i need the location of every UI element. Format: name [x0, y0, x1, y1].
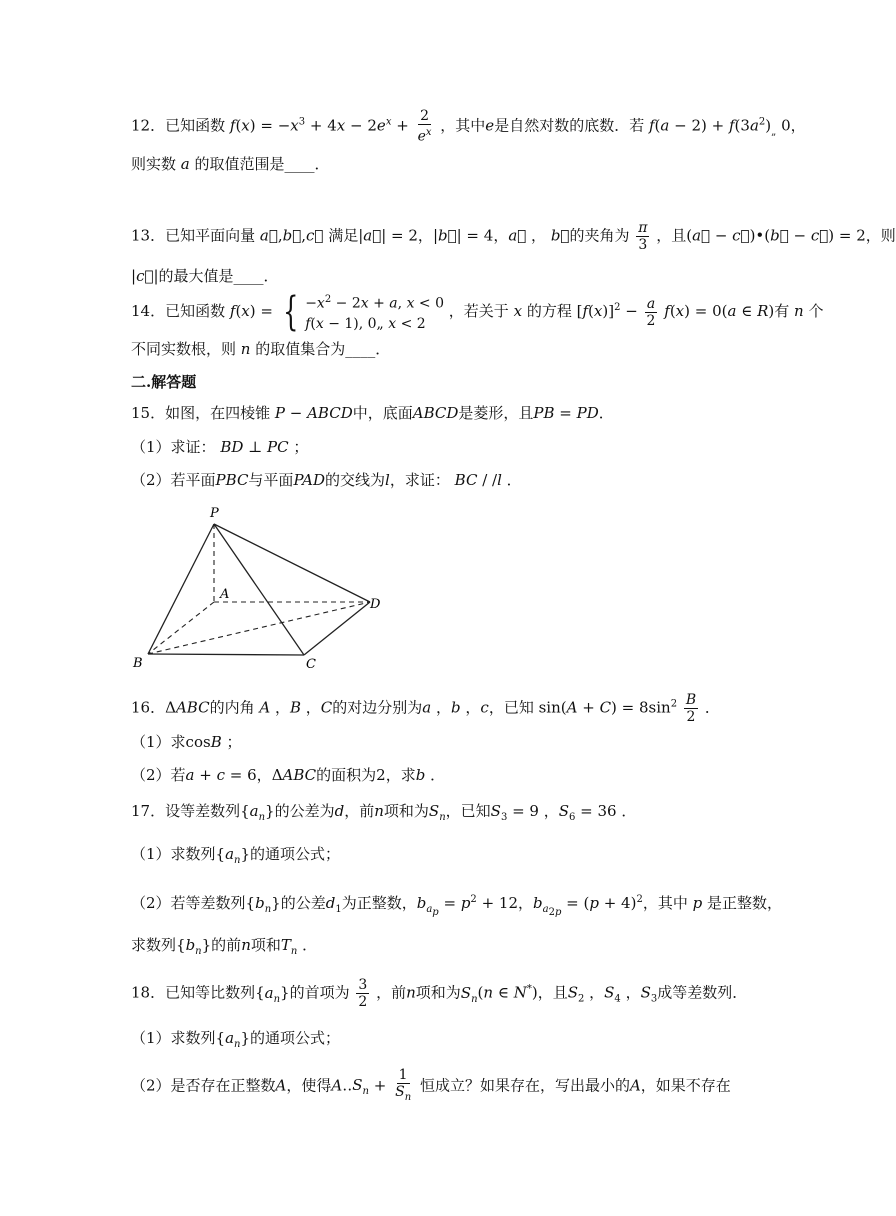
q14-piecewise: { $-x^2 - 2x + a$, x < 0 f(x − 1), 0„ x < 2: [282, 289, 445, 335]
q17-text-n: 的前: [211, 936, 242, 954]
q16-part2: （2）若a + c = 6，ΔABC的面积为2，求b ．: [131, 766, 446, 784]
q18-text-a: 18．已知等比数列: [131, 983, 256, 1002]
q13-line1: 13．已知平面向量 a⃗,b⃗,c⃗ 满足|a⃗| = 2，|b⃗| = 4，a⃗ ， b⃗的夹角为 $\frac{\pi}{3}$ ，且(a⃗ − c⃗)•(b⃗ − c⃗) = 2，则: [131, 220, 896, 253]
q18-text-j: ，使得: [286, 1076, 332, 1095]
q12-fraction: $\frac{2}{e^x}$: [417, 108, 432, 145]
q13-text-b: 满足: [328, 226, 359, 245]
q17-text-c: ，前: [344, 802, 375, 820]
edge-AB: [148, 602, 214, 654]
edge-PD: [214, 524, 370, 602]
q15-text-d: （1）求证：: [131, 438, 216, 456]
q15-text-h: ，求证：: [389, 471, 450, 489]
q13-text-c: ，: [417, 226, 433, 245]
q15-part1: （1）求证： BD ⊥ PC ；: [131, 438, 309, 456]
q14-line1: 14．已知函数 f(x) = { $-x^2 - 2x + a$, x < 0 f(x − 1), 0„ x < 2 ，若关于 x 的方程 $[f(x)]^2$ − $\frac{a}{2}$ f(x) = 0(a ∈ R)有 n 个: [131, 289, 824, 335]
label-D: D: [370, 597, 381, 612]
q13-text-g: ，则: [865, 226, 896, 245]
q14-fraction: $\frac{a}{2}$: [646, 295, 656, 329]
q18-text-d: 项和为: [415, 983, 461, 1002]
q18-text-h: 的通项公式；: [250, 1029, 341, 1047]
label-P: P: [210, 506, 219, 521]
q13-text-a: 13．已知平面向量: [131, 226, 256, 245]
q15-text-b: 中，底面: [352, 404, 413, 422]
q16-text-h: 的面积为2，求: [316, 766, 416, 784]
q15-text-a: 15．如图，在四棱锥: [131, 404, 271, 422]
q12-text-c: 是自然对数的底数．若: [494, 116, 645, 135]
q13-line2: |c⃗|的最大值是____．: [131, 267, 279, 285]
q15-part2: （2）若平面PBC与平面PAD的交线为l，求证： BC / /l ．: [131, 471, 522, 489]
q18-text-g: （1）求数列: [131, 1029, 216, 1047]
q15-text-f: 与平面: [248, 471, 294, 489]
q17-text-d: 项和为: [383, 802, 429, 820]
q18-text-l: ，如果不存在: [640, 1076, 731, 1095]
q17-text-a: 17．设等差数列: [131, 802, 241, 820]
q18-text-e: ，且: [537, 983, 568, 1002]
q17-text-f: （1）求数列: [131, 845, 216, 863]
q17-text-g: 的通项公式；: [250, 845, 341, 863]
q15-text-c: 是菱形，且: [458, 404, 534, 422]
q14-text-f: 不同实数根，则: [131, 340, 237, 358]
q12-line2: 则实数 a 的取值范围是____．: [131, 155, 330, 173]
q17-text-k: ，其中: [642, 894, 688, 912]
edge-CD: [304, 602, 370, 655]
q15-text-e: （2）若平面: [131, 471, 216, 489]
q18-fraction: $\frac{3}{2}$: [358, 977, 368, 1010]
q14-text-d: 有: [774, 302, 790, 320]
q18-line1: 18．已知等比数列$\{a_n\}$的首项为 $\frac{3}{2}$ ，前n项和为$S_n(n$ ∈ N*)，且$S_2$ ，$S_4$ ，$S_3$成等差数列．: [131, 977, 748, 1010]
q17-text-j: 为正整数，: [341, 894, 417, 912]
q18-part1: （1）求数列$\{a_n\}$的通项公式；: [131, 1029, 341, 1050]
q16-text-b: 的内角: [209, 698, 255, 717]
q17-text-l: 是正整数，: [706, 894, 782, 912]
q17-text-i: 的公差: [280, 894, 326, 912]
section-heading: 二.解答题: [131, 373, 197, 391]
q14-text-b: ，若关于: [448, 302, 509, 320]
pyramid-diagram: [130, 502, 390, 672]
q13-text-e: 的夹角为: [569, 226, 630, 245]
q16-text-g: ，: [256, 766, 272, 784]
q12-formula: f: [229, 116, 236, 135]
q16-line1: 16．ΔABC的内角 A ，B ，C的对边分别为a ，b ，c，已知 $\sin(A + C) = 8\sin^2$ $\frac{B}{2}$ ．: [131, 692, 720, 725]
q13-text-f: ，且: [656, 226, 687, 245]
q13-text-d: ，: [493, 226, 509, 245]
q17-part1: （1）求数列$\{a_n\}$的通项公式；: [131, 845, 341, 866]
q17-text-m: 求数列: [131, 936, 177, 954]
q16-text-d: ，已知: [488, 698, 534, 717]
q14-text-g: 的取值集合为____．: [255, 340, 391, 358]
q12-text-d: 则实数: [131, 155, 177, 173]
q18-text-i: （2）是否存在正整数: [131, 1076, 276, 1095]
q12-line1: 12．已知函数 $f(x) = -x^3 + 4x - 2e^x$ + $\frac{2}{e^x}$ ，其中e是自然对数的底数．若 $f(a - 2) + f(3a^2)_„$ 0，: [131, 108, 806, 145]
q18-text-f: 成等差数列．: [657, 983, 748, 1002]
q13-fraction: $\frac{\pi}{3}$: [638, 220, 648, 253]
q14-text-e: 个: [808, 302, 824, 320]
q16-part1: （1）求cosB ；: [131, 733, 242, 751]
q17-text-h: （2）若等差数列: [131, 894, 246, 912]
q16-text-a: 16．: [131, 698, 166, 717]
q18-fraction-2: $\frac{1}{S_n}$: [395, 1067, 412, 1103]
q16-text-c: 的对边分别为: [332, 698, 423, 717]
q18-text-k: 恒成立？如果存在，写出最小的: [419, 1076, 630, 1095]
label-A: A: [220, 587, 230, 602]
q18-text-b: 的首项为: [289, 983, 350, 1002]
q14-text-c: 的方程: [526, 302, 572, 320]
q16-text-f: （2）若: [131, 766, 186, 784]
q17-text-o: 项和: [250, 936, 281, 954]
q14-line2: 不同实数根，则 n 的取值集合为____．: [131, 340, 391, 358]
label-B: B: [133, 656, 143, 671]
q15-line1: 15．如图，在四棱锥 P − ABCD中，底面ABCD是菱形，且PB = PD．: [131, 404, 614, 422]
q15-text-g: 的交线为: [325, 471, 386, 489]
q18-part2: （2）是否存在正整数A，使得$A‥S_n$ + $\frac{1}{S_n}$ 恒成立？如果存在，写出最小的A，如果不存在: [131, 1067, 731, 1106]
q17-line1: 17．设等差数列$\{a_n\}$的公差为d，前n项和为$S_n$，已知$S_3 = 9$ ，$S_6 = 36$ ．: [131, 802, 637, 823]
label-C: C: [306, 657, 316, 672]
q16-text-e: （1）求: [131, 733, 186, 751]
q12-text-a: 12．已知函数: [131, 116, 226, 135]
q16-fraction: $\frac{B}{2}$: [685, 692, 697, 725]
edge-BC: [148, 654, 304, 655]
q14-text-a: 14．已知函数: [131, 302, 226, 320]
q17-part2: （2）若等差数列$\{b_n\}$的公差$d_1$为正整数，$b_{a_p} = p^2 + 12$，$b_{a_{2p}} = (p + 4)^2$，其中 p 是正整数，: [131, 894, 782, 918]
q18-text-c: ，前: [376, 983, 407, 1002]
q17-text-b: 的公差为: [274, 802, 335, 820]
edge-PB: [148, 524, 214, 654]
q17-text-e: ，已知: [445, 802, 491, 820]
q17-line-end: 求数列$\{b_n\}$的前n项和$T_n$ ．: [131, 936, 318, 957]
q13-text-h: 的最大值是____．: [158, 267, 279, 285]
q12-text-b: ，其中: [440, 116, 486, 135]
q12-text-e: 的取值范围是____．: [194, 155, 330, 173]
